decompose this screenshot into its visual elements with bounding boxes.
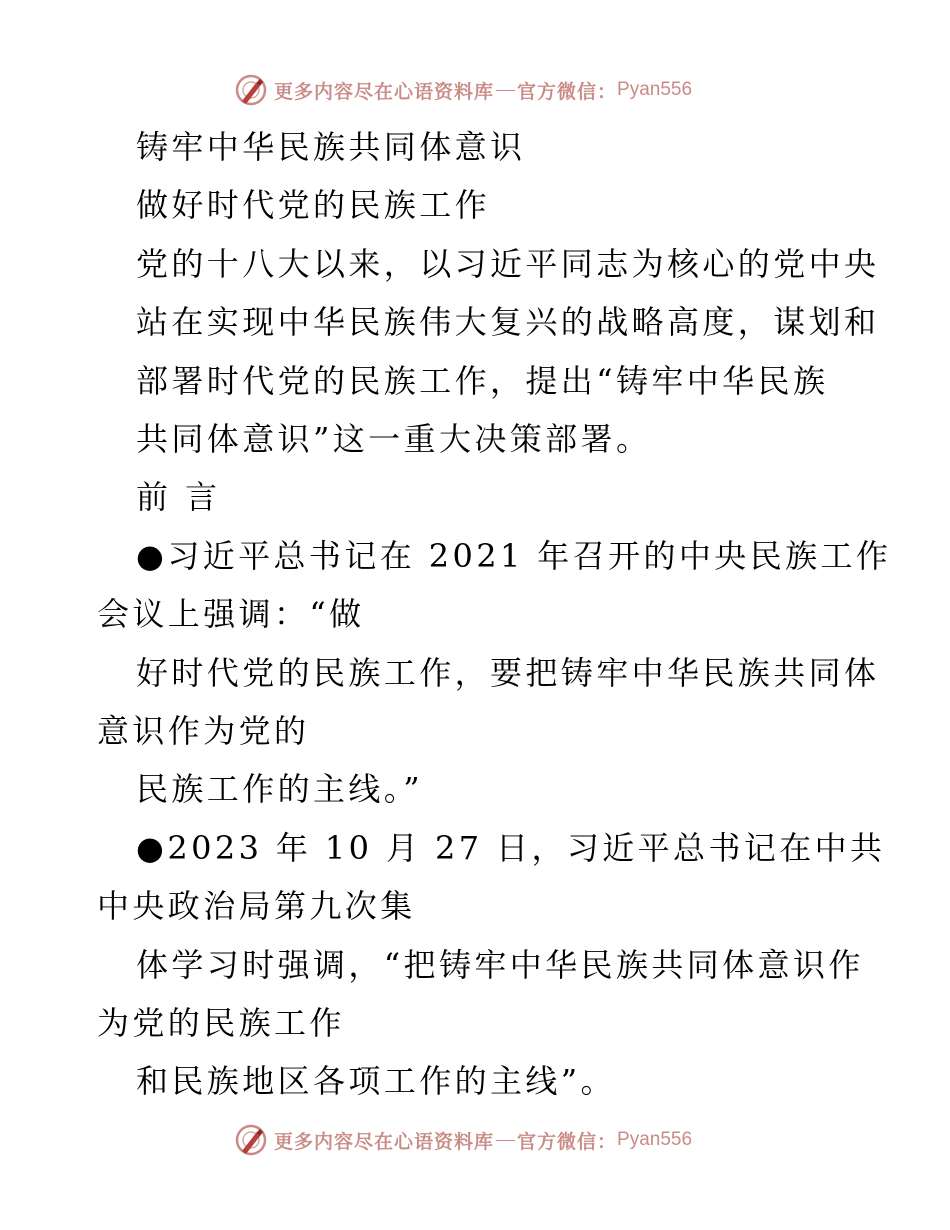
text-line: 部署时代党的民族工作，提出“铸牢中华民族 [136, 362, 829, 400]
watermark-official: 官方微信： [517, 1130, 618, 1153]
text-line: 站在实现中华民族伟大复兴的战略高度，谋划和 [136, 303, 880, 341]
watermark-official: 官方微信： [517, 80, 618, 103]
text-line: 为党的民族工作 [97, 1004, 345, 1042]
section-heading: 前 言 [136, 478, 221, 516]
text-line: 党的十八大以来，以习近平同志为核心的党中央 [136, 245, 880, 283]
text-line: 意识作为党的 [97, 712, 310, 750]
watermark-text: 更多内容尽在心语资料库 [274, 1130, 495, 1153]
title-line-1: 铸牢中华民族共同体意识 [136, 128, 526, 166]
text-line: 会议上强调：“做 [97, 595, 365, 633]
text-line: 共同体意识”这一重大决策部署。 [136, 420, 652, 458]
title-line-2: 做好时代党的民族工作 [136, 186, 491, 224]
watermark-id: Pyan556 [617, 1129, 693, 1150]
text-line: 和民族地区各项工作的主线”。 [136, 1062, 616, 1100]
text-line: 中央政治局第九次集 [97, 887, 416, 925]
pen-logo-icon [234, 73, 268, 107]
bullet-line: ●习近平总书记在 2021 年召开的中央民族工作 [136, 537, 892, 575]
text-line: 民族工作的主线。” [136, 770, 423, 808]
footer-watermark [234, 1122, 692, 1158]
watermark-text: 更多内容尽在心语资料库 [274, 80, 495, 103]
pen-logo-icon [234, 1123, 268, 1157]
text-line: 好时代党的民族工作，要把铸牢中华民族共同体 [136, 654, 880, 692]
bullet-line: ●2023 年 10 月 27 日，习近平总书记在中共 [136, 829, 886, 867]
text-line: 体学习时强调，“把铸牢中华民族共同体意识作 [136, 946, 864, 984]
watermark-dash: — [496, 79, 516, 100]
watermark-dash: — [496, 1129, 516, 1150]
header-watermark [234, 72, 692, 108]
watermark-id: Pyan556 [617, 79, 693, 100]
